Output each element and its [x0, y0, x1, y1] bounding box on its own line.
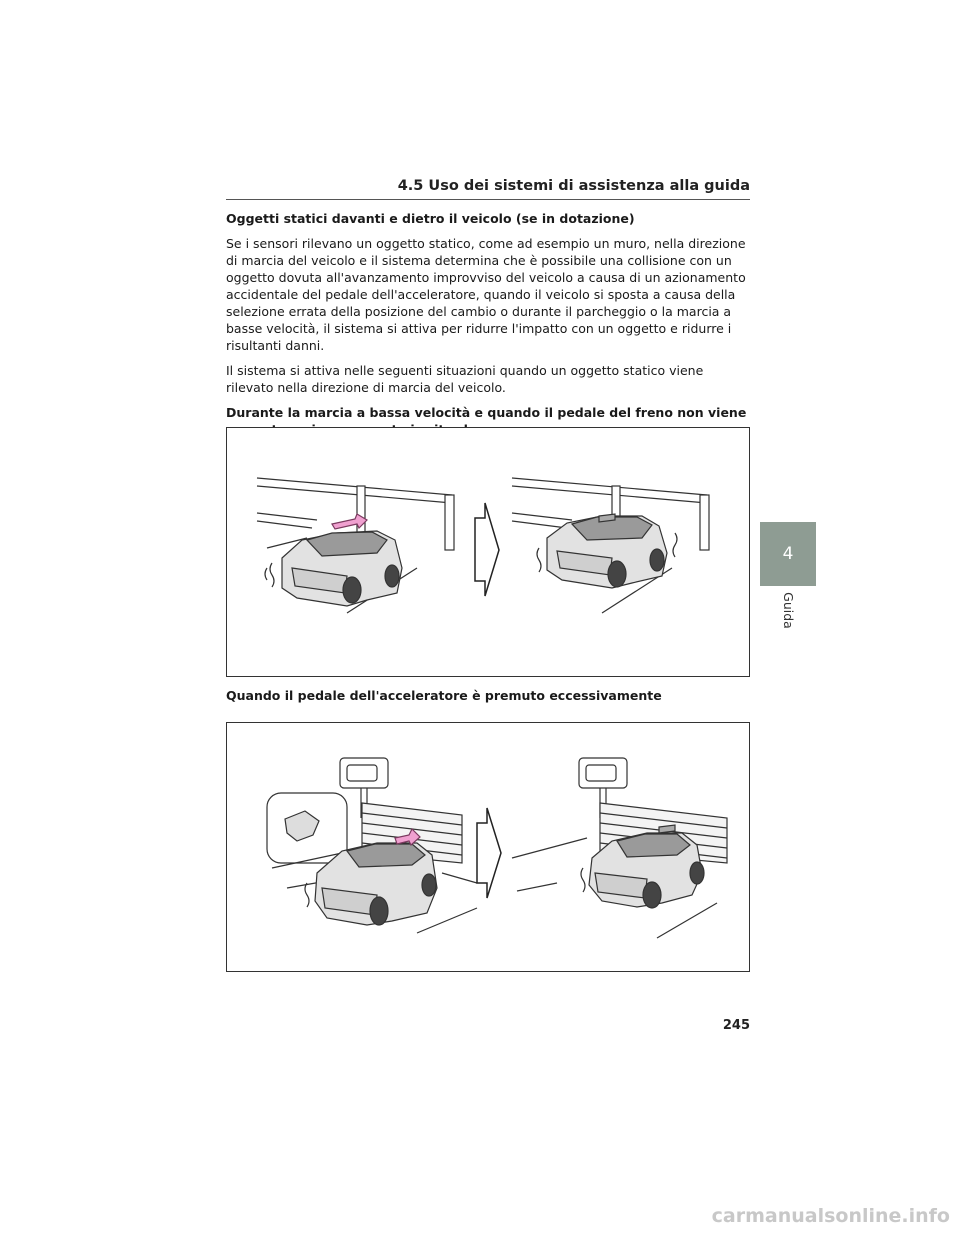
figure-wall-collision: [226, 427, 750, 677]
paragraph-1: Se i sensori rilevano un oggetto statico, come ad esempio un muro, nella direzione di marcia del veicolo e il sistema determina che è possibile una collisione con un oggetto dovuta all'avanzamento improvviso del veicolo a causa di un azionamento accidentale del pedale dell'acceleratore, quando il veicolo si sposta a causa della selezione errata della posizione del cambio o durante il parcheggio o la marcia a basse velocità, il sistema si attiva per ridurre l'impatto con un oggetto e ridurre i risultanti danni.: [226, 236, 746, 353]
page-number: 245: [722, 1018, 750, 1033]
chapter-number: 4: [782, 544, 794, 564]
figure-accelerator: [226, 722, 750, 972]
chapter-label-container: [760, 590, 816, 630]
header-rule: [226, 199, 750, 200]
chapter-tab: [760, 522, 816, 586]
subheading-accelerator: Quando il pedale dell'acceleratore è premuto eccessivamente: [226, 688, 662, 703]
wall-collision-illustration: [227, 428, 749, 676]
watermark: carmanualsonline.info: [711, 1205, 950, 1227]
subheading-low-speed: Durante la marcia a bassa velocità e quando il pedale del freno non viene: [226, 405, 747, 420]
accelerator-illustration: [227, 723, 749, 971]
section-heading: Oggetti statici davanti e dietro il veicolo (se in dotazione): [226, 211, 635, 226]
section-header: 4.5 Uso dei sistemi di assistenza alla guida: [397, 178, 750, 194]
paragraph-2: Il sistema si attiva nelle seguenti situazioni quando un oggetto statico viene rilevato nella direzione di marcia del veicolo.: [226, 363, 704, 395]
chapter-label: Guida: [780, 591, 796, 629]
main-content: [226, 210, 750, 446]
